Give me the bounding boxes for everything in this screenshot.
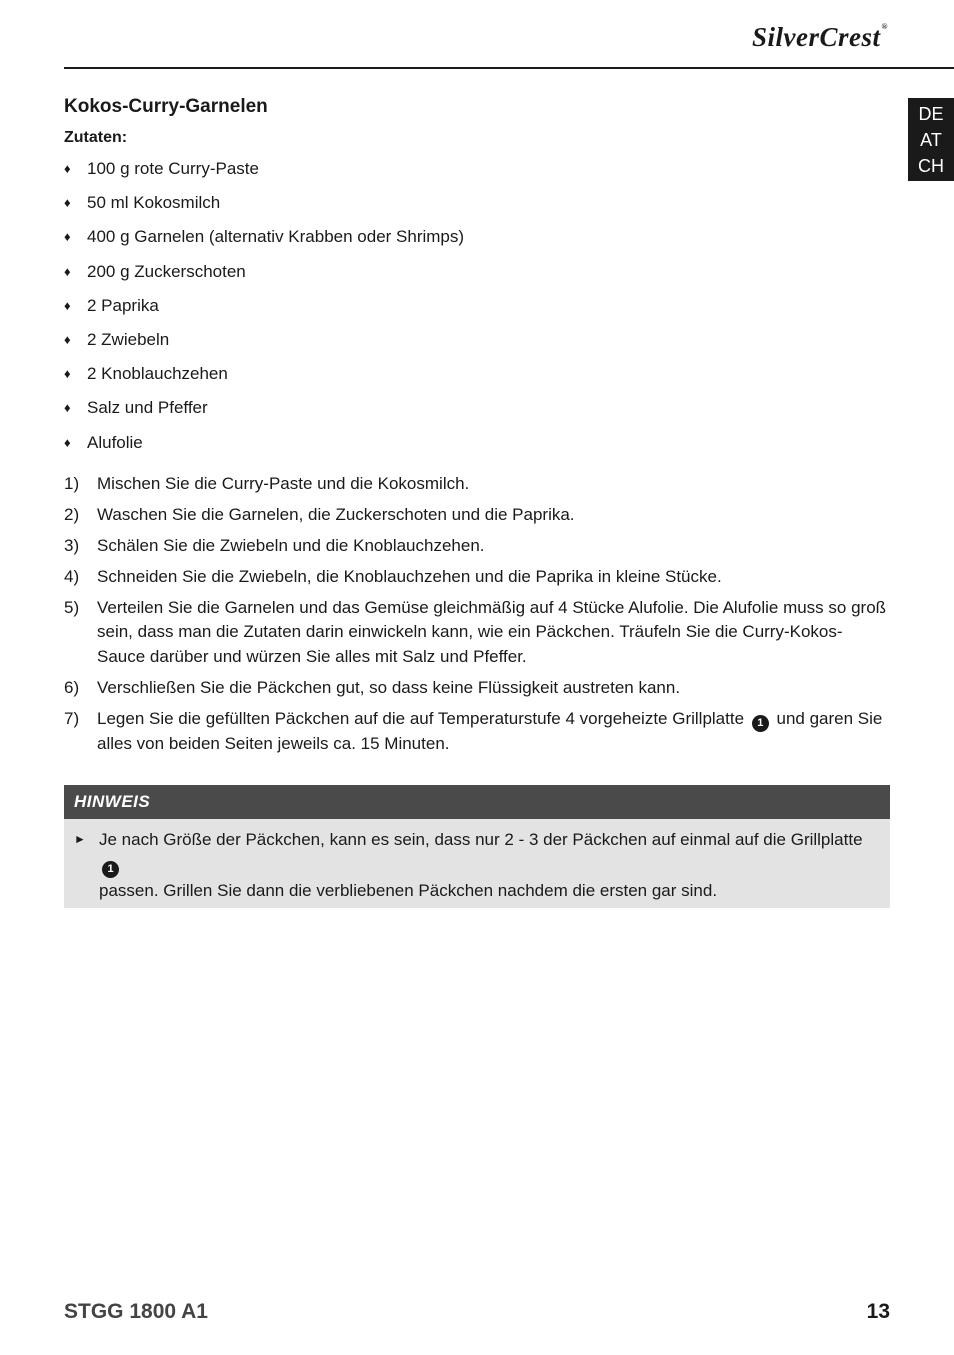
recipe-title: Kokos-Curry-Garnelen (64, 96, 268, 117)
step-text: Schneiden Sie die Zwiebeln, die Knoblauchzehen und die Paprika in kleine Stücke. (97, 566, 722, 586)
arrow-right-icon: ► (74, 832, 86, 846)
step-item (64, 534, 890, 559)
ingredients-heading: Zutaten: (64, 129, 128, 146)
step-text: Verschließen Sie die Päckchen gut, so dass keine Flüssigkeit austreten kann. (97, 677, 681, 697)
step-text: Waschen Sie die Garnelen, die Zuckerschoten und die Paprika. (97, 504, 575, 524)
ingredient-item (64, 396, 890, 420)
ingredient-item (64, 260, 890, 284)
diamond-bullet-icon: ♦ (64, 366, 71, 382)
diamond-bullet-icon: ♦ (64, 297, 71, 313)
ingredient-item (64, 294, 890, 318)
language-tab (908, 98, 954, 181)
step-item (64, 472, 890, 497)
recipe-section (64, 93, 890, 763)
page-number: 13 (866, 1300, 890, 1323)
step-text: Mischen Sie die Curry-Paste und die Kokosmilch. (97, 473, 470, 493)
step-text: Schälen Sie die Zwiebeln und die Knoblauchzehen. (97, 535, 485, 555)
ingredient-text: 2 Zwiebeln (87, 329, 170, 349)
diamond-bullet-icon: ♦ (64, 195, 71, 211)
ingredient-text: 100 g rote Curry-Paste (87, 159, 259, 178)
lang-de: DE (918, 103, 944, 124)
step-item (64, 676, 890, 701)
ingredient-item (64, 225, 890, 249)
note-text (99, 827, 878, 903)
diamond-bullet-icon: ♦ (64, 434, 71, 450)
ingredient-item (64, 431, 890, 455)
note-heading: HINWEIS (64, 785, 890, 819)
ingredient-text: 2 Paprika (87, 295, 159, 315)
diamond-bullet-icon: ♦ (64, 229, 71, 245)
ingredient-text: 50 ml Kokosmilch (87, 193, 221, 213)
note-text-before: Je nach Größe der Päckchen, kann es sein, dass nur 2 - 3 der Päckchen auf einmal auf die Grillplatte (99, 830, 863, 849)
part-reference-badge: 1 (752, 715, 769, 732)
step-item (64, 503, 890, 528)
ingredient-item (64, 328, 890, 352)
step-text (97, 707, 890, 757)
step-text: Verteilen Sie die Garnelen und das Gemüse gleichmäßig auf 4 Stücke Alufolie. Die Alufolie muss so groß sein, dass man die Zutaten darin einwickeln kann, wie ein Päckchen. Träufeln Sie die Curry-Kokos-Sauce darüber und würzen Sie alles mit Salz und Pfeffer. (97, 597, 887, 666)
diamond-bullet-icon: ♦ (64, 331, 71, 347)
lang-ch: CH (918, 155, 944, 176)
footer-model: STGG 1800 A1 (64, 1300, 208, 1323)
ingredient-list (64, 157, 890, 455)
step-item (64, 707, 890, 757)
step-text-before: Legen Sie die gefüllten Päckchen auf die auf Temperaturstufe 4 vorgeheizte Grillplatte (97, 708, 745, 728)
ingredient-text: Alufolie (87, 432, 143, 452)
brand-logo (752, 22, 888, 53)
lang-at: AT (920, 129, 942, 150)
diamond-bullet-icon: ♦ (64, 400, 71, 416)
ingredient-text: 400 g Garnelen (alternativ Krabben oder Shrimps) (87, 227, 465, 247)
note-text-after: passen. Grillen Sie dann die verbliebenen Päckchen nachdem die ersten gar sind. (99, 881, 718, 900)
step-item (64, 565, 890, 590)
header-rule (64, 67, 954, 69)
ingredient-item (64, 157, 890, 181)
step-number: 5) (64, 597, 80, 617)
diamond-bullet-icon: ♦ (64, 161, 71, 176)
registered-mark: ® (881, 22, 888, 31)
ingredient-text: Salz und Pfeffer (87, 398, 208, 418)
part-reference-badge: 1 (102, 861, 119, 878)
step-text-after: und garen Sie alles von beiden Seiten jeweils ca. 15 Minuten. (97, 708, 883, 753)
brand-name: SilverCrest (752, 22, 881, 52)
note-box (64, 785, 890, 908)
step-number: 2) (64, 504, 80, 524)
ingredient-item (64, 362, 890, 386)
step-number: 4) (64, 566, 80, 586)
ingredient-text: 200 g Zuckerschoten (87, 261, 246, 281)
step-number: 6) (64, 677, 80, 697)
ingredient-text: 2 Knoblauchzehen (87, 364, 228, 384)
step-number: 3) (64, 535, 80, 555)
diamond-bullet-icon: ♦ (64, 263, 71, 279)
ingredient-item (64, 191, 890, 215)
step-number: 1) (64, 473, 80, 493)
step-list (64, 472, 890, 757)
step-number: 7) (64, 708, 80, 728)
note-body (64, 819, 890, 908)
step-item (64, 596, 890, 670)
